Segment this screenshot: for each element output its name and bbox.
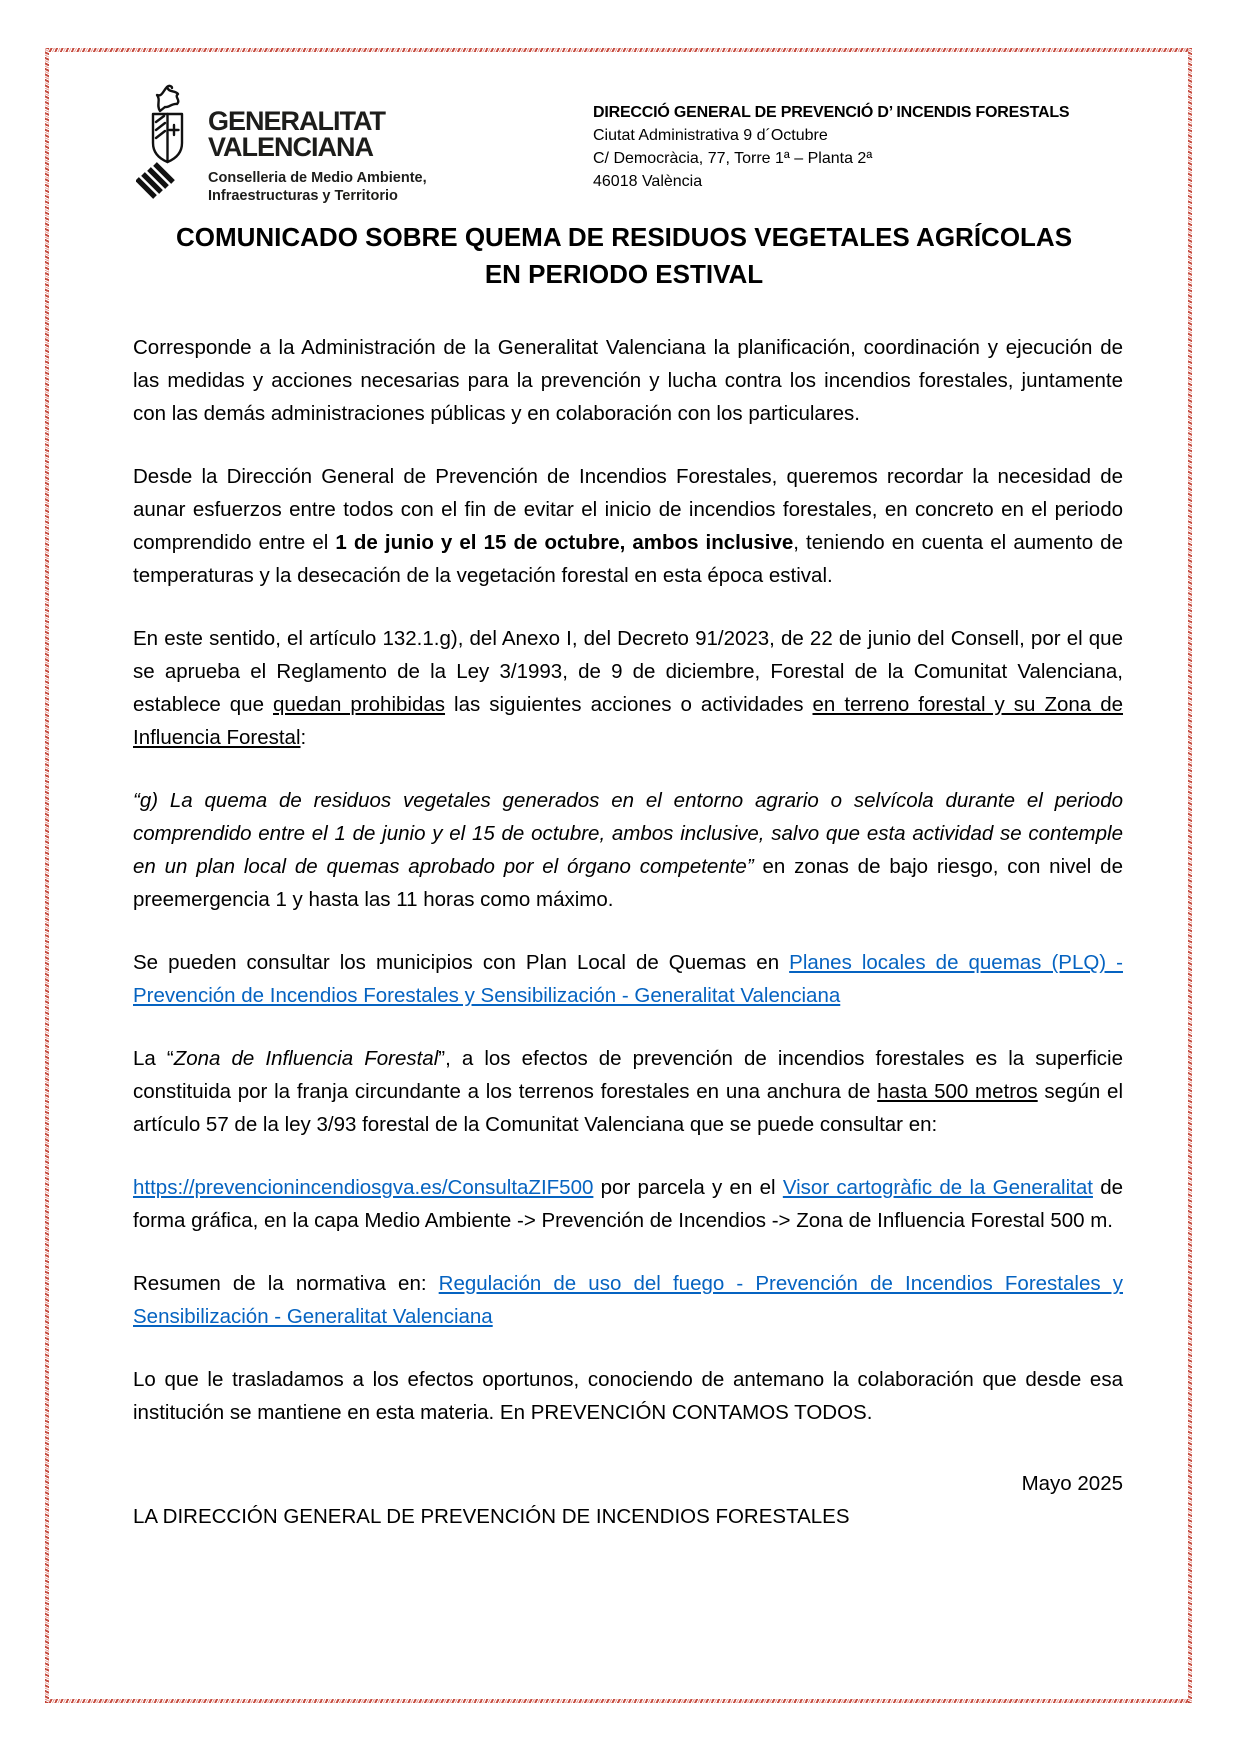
- text-run: Desde la Dirección General de Prevención de Incendios Forestales, queremos recordar la necesidad de aunar esfuerzos entre todos con el fin de evitar el inicio de incendios forestales, en concreto en el periodo comprendido entre el: [133, 465, 1123, 554]
- text-run: Se pueden consultar los municipios con Plan Local de Quemas en: [133, 951, 790, 974]
- text-run: Corresponde a la Administración de la Generalitat Valenciana la planificación, coordinación y ejecución de las medidas y acciones necesarias para la prevención y lucha contra los incendios forestales, juntamente con las demás administraciones públicas y en colaboración con los particulares.: [133, 336, 1123, 425]
- gva-coat-of-arms-icon: [136, 84, 198, 208]
- hyperlink[interactable]: https://prevencionincendiosgva.es/ConsultaZIF500: [133, 1176, 594, 1199]
- paragraph-7: [133, 1171, 1123, 1237]
- page-border-bottom: [45, 1699, 1192, 1703]
- document-date: Mayo 2025: [1021, 1472, 1123, 1495]
- page-border-right: [1188, 48, 1192, 1703]
- paragraph-5: [133, 946, 1123, 1012]
- text-run: Lo que le trasladamos a los efectos oportunos, conociendo de antemano la colaboración que desde esa institución se mantiene en esta materia. En PREVENCIÓN CONTAMOS TODOS.: [133, 1368, 1123, 1424]
- text-run: En este sentido, el artículo 132.1.g), del Anexo I, del Decreto 91/2023, de 22 de junio del Consell, por el que se aprueba el Reglamento de la Ley 3/1993, de 9 de diciembre, Forestal de la Comunitat Valenciana, establece que: [133, 627, 1123, 716]
- logo-department: [208, 169, 427, 205]
- office-address-line2: C/ Democràcia, 77, Torre 1ª – Planta 2ª: [593, 150, 873, 167]
- text-run: Resumen de la normativa en:: [133, 1272, 439, 1295]
- text-run: Zona de Influencia Forestal: [173, 1047, 439, 1070]
- text-run: quedan prohibidas: [273, 693, 446, 716]
- document-title-line2: EN PERIODO ESTIVAL: [484, 259, 764, 289]
- paragraph-3: [133, 622, 1123, 754]
- hyperlink[interactable]: Planes locales de quemas (PLQ) - Prevención de Incendios Forestales y Sensibilización - Generalitat Valenciana: [133, 951, 1123, 1007]
- logo-brand-line2: VALENCIANA: [208, 132, 373, 162]
- page-border-top: [45, 48, 1192, 52]
- hyperlink[interactable]: Visor cartogràfic de la Generalitat: [782, 1176, 1093, 1199]
- text-run: , teniendo en cuenta el aumento de temperaturas y la desecación de la vegetación forestal en esta época estival.: [133, 531, 1123, 587]
- office-address-line1: Ciutat Administrativa 9 d´Octubre: [593, 127, 828, 144]
- office-address-block: [593, 101, 1069, 193]
- text-run: La “: [133, 1047, 174, 1070]
- text-run: por parcela y en el: [593, 1176, 783, 1199]
- logo-brand: [208, 108, 427, 160]
- document-title-line1: COMUNICADO SOBRE QUEMA DE RESIDUOS VEGETALES AGRÍCOLAS: [175, 222, 1073, 252]
- paragraph-6: [133, 1042, 1123, 1141]
- logo-brand-line1: GENERALITAT: [208, 106, 385, 136]
- gva-logo: [136, 84, 427, 208]
- text-run: :: [300, 726, 307, 749]
- logo-department-line2: Infraestructuras y Territorio: [208, 188, 398, 204]
- text-run: en terreno forestal y su Zona de Influencia Forestal: [133, 693, 1123, 749]
- paragraph-2: [133, 460, 1123, 592]
- text-run: las siguientes acciones o actividades: [445, 693, 813, 716]
- logo-text: [208, 84, 427, 205]
- text-run: de forma gráfica, en la capa Medio Ambiente -> Prevención de Incendios -> Zona de Influencia Forestal 500 m.: [133, 1176, 1124, 1232]
- text-run: hasta 500 metros: [877, 1080, 1038, 1103]
- text-run: ”, a los efectos de prevención de incendios forestales es la superficie constituida por la franja circundante a los terrenos forestales en una anchura de: [133, 1047, 1123, 1103]
- text-run: en zonas de bajo riesgo, con nivel de preemergencia 1 y hasta las 11 horas como máximo.: [133, 855, 1123, 911]
- office-name: DIRECCIÓ GENERAL DE PREVENCIÓ D’ INCENDIS FORESTALS: [593, 104, 1070, 121]
- page-border-left: [45, 48, 49, 1703]
- paragraph-8: [133, 1267, 1123, 1333]
- signature: LA DIRECCIÓN GENERAL DE PREVENCIÓN DE INCENDIOS FORESTALES: [133, 1505, 850, 1528]
- office-address-line3: 46018 València: [593, 173, 703, 190]
- document-title: [125, 219, 1123, 293]
- paragraph-4: [133, 784, 1123, 916]
- text-run: según el artículo 57 de la ley 3/93 forestal de la Comunitat Valenciana que se puede consultar en:: [133, 1080, 1123, 1136]
- hyperlink[interactable]: Regulación de uso del fuego - Prevención de Incendios Forestales y Sensibilización - Generalitat Valenciana: [133, 1272, 1123, 1328]
- document-body: [133, 331, 1123, 1533]
- text-run: 1 de junio y el 15 de octubre, ambos inclusive: [335, 531, 794, 554]
- paragraph-9: [133, 1363, 1123, 1429]
- logo-department-line1: Conselleria de Medio Ambiente,: [208, 170, 427, 186]
- text-run: “g) La quema de residuos vegetales generados en el entorno agrario o selvícola durante el periodo comprendido entre el 1 de junio y el 15 de octubre, ambos inclusive, salvo que esta actividad se contemple en un plan local de quemas aprobado por el órgano competente”: [133, 789, 1123, 878]
- paragraph-1: [133, 331, 1123, 430]
